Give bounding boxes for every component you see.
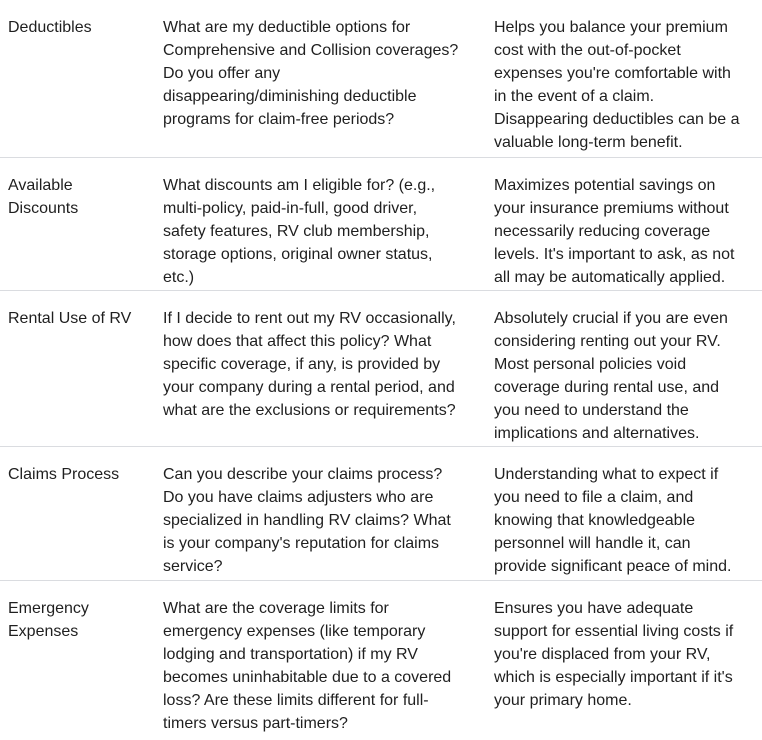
table-row [0,291,762,447]
row-question: What discounts am I eligible for? (e.g., multi-policy, paid-in-full, good driver, safety features, RV club membership, storage options, original owner status, etc.) [163,177,436,286]
table-row [0,447,762,581]
row-explanation: Understanding what to expect if you need to file a claim, and knowing that knowledgeable personnel will handle it, can provide significant peace of mind. [494,466,732,575]
table-row [0,158,762,291]
row-question: Can you describe your claims process? Do you have claims adjusters who are specialized in handling RV claims? What is your company's reputation for claims service? [163,466,451,575]
row-explanation: Ensures you have adequate support for essential living costs if you're displaced from your RV, which is especially important if it's your primary home. [494,600,734,709]
table-row [0,0,762,158]
row-question: What are my deductible options for Comprehensive and Collision coverages? Do you offer any disappearing/diminishing deductible programs for claim-free periods? [163,19,459,128]
row-explanation: Maximizes potential savings on your insurance premiums without necessarily reducing coverage levels. It's important to ask, as not all may be automatically applied. [494,177,735,286]
row-topic: Available Discounts [8,177,79,217]
row-topic: Emergency Expenses [8,600,89,640]
row-topic: Rental Use of RV [8,310,132,327]
row-question: What are the coverage limits for emergency expenses (like temporary lodging and transportation) if my RV becomes uninhabitable due to a covered loss? Are these limits different for full- timers versus part-timers? [163,600,452,732]
row-topic: Deductibles [8,19,92,36]
table-row [0,581,762,740]
row-topic: Claims Process [8,466,120,483]
row-explanation: Helps you balance your premium cost with the out-of-pocket expenses you're comfortable with in the event of a claim. Disappearing deductibles can be a valuable long-term benefit. [494,19,740,151]
row-explanation: Absolutely crucial if you are even considering renting out your RV. Most personal policies void coverage during rental use, and you need to understand the implications and alternatives. [494,310,728,442]
row-question: If I decide to rent out my RV occasionally, how does that affect this policy? What specific coverage, if any, is provided by your company during a rental period, and what are the exclusions or requirements? [163,310,456,419]
